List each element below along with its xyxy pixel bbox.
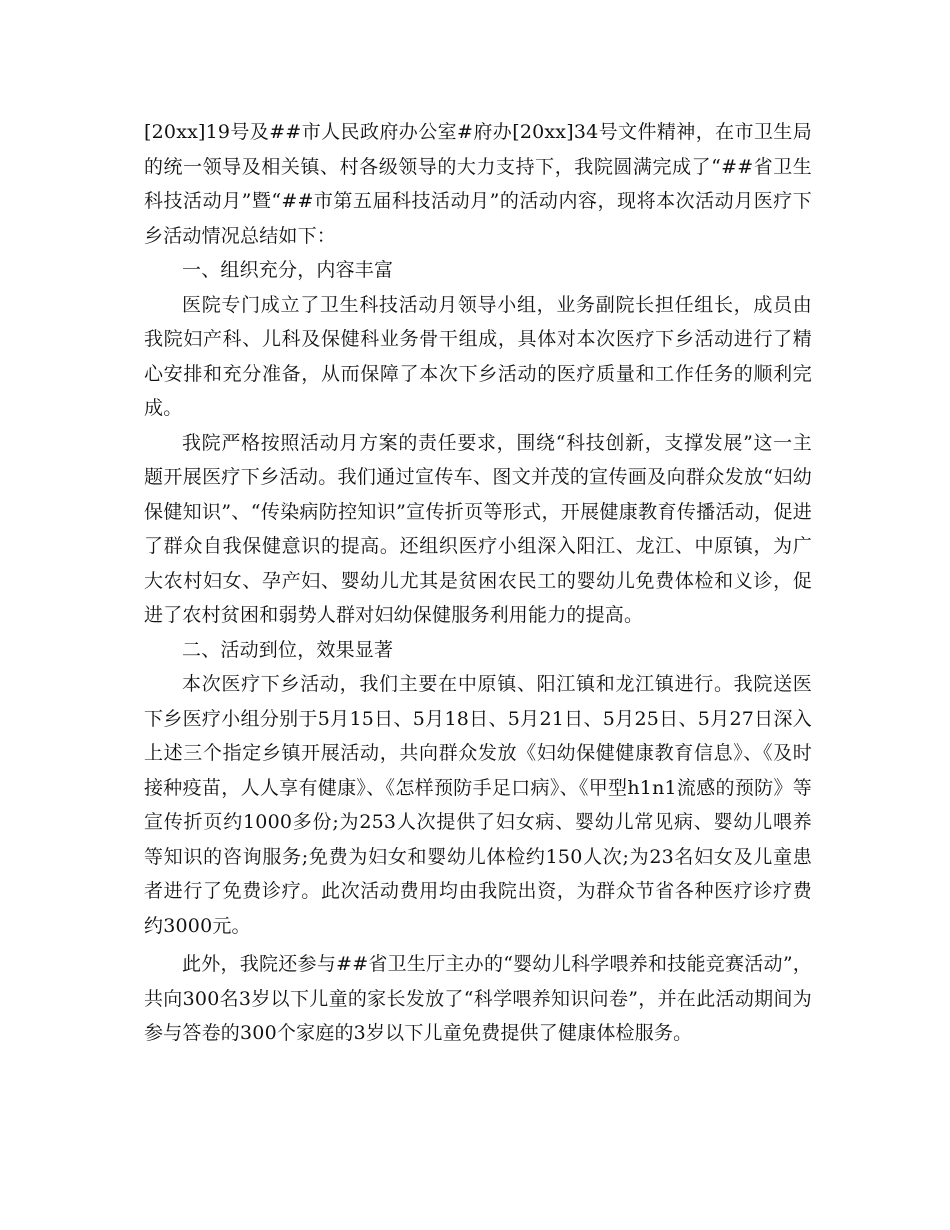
paragraph-leadership-group: 医院专门成立了卫生科技活动月领导小组，业务副院长担任组长，成员由我院妇产科、儿科及保健科业务骨干组成，具体对本次医疗下乡活动进行了精心安排和充分准备，从而保障了本次下乡活动的医疗质量和工作任务的顺利完成。: [144, 293, 812, 419]
paragraph-activity-details: 本次医疗下乡活动，我们主要在中原镇、阳江镇和龙江镇进行。我院送医下乡医疗小组分别于5月15日、5月18日、5月21日、5月25日、5月27日深入上述三个指定乡镇开展活动，共向群众发放《妇幼保健健康教育信息》、《及时接种疫苗，人人享有健康》、《怎样预防手足口病》、《甲型h1n1流感的预防》等宣传折页约1000多份;为253人次提供了妇女病、婴幼儿常见病、婴幼儿喂养等知识的咨询服务;免费为妇女和婴幼儿体检约150人次;为23名妇女及儿童患者进行了免费诊疗。此次活动费用均由我院出资，为群众节省各种医疗诊疗费约3000元。: [144, 673, 812, 937]
section-heading-organization: 一、组织充分，内容丰富: [182, 259, 394, 281]
section-heading-results: 二、活动到位，效果显著: [182, 638, 394, 661]
intro-paragraph: [20xx]19号及##市人民政府办公室#府办[20xx]34号文件精神，在市卫生局的统一领导及相关镇、村各级领导的大力支持下，我院圆满完成了“##省卫生科技活动月”暨“##市第五届科技活动月”的活动内容，现将本次活动月医疗下乡活动情况总结如下：: [144, 121, 812, 247]
paragraph-additional-activity: 此外，我院还参与##省卫生厅主办的“婴幼儿科学喂养和技能竞赛活动”，共向300名3岁以下儿童的家长发放了“科学喂养知识问卷”，并在此活动期间为参与答卷的300个家庭的3岁以下儿童免费提供了健康体检服务。: [144, 953, 812, 1044]
paragraph-activity-theme: 我院严格按照活动月方案的责任要求，围绕“科技创新，支撑发展”这一主题开展医疗下乡活动。我们通过宣传车、图文并茂的宣传画及向群众发放“妇幼保健知识”、“传染病防控知识”宣传折页等形式，开展健康教育传播活动，促进了群众自我保健意识的提高。还组织医疗小组深入阳江、龙江、中原镇，为广大农村妇女、孕产妇、婴幼儿尤其是贫困农民工的婴幼儿免费体检和义诊，促进了农村贫困和弱势人群对妇幼保健服务利用能力的提高。: [144, 431, 812, 626]
document-body: [144, 115, 812, 1051]
